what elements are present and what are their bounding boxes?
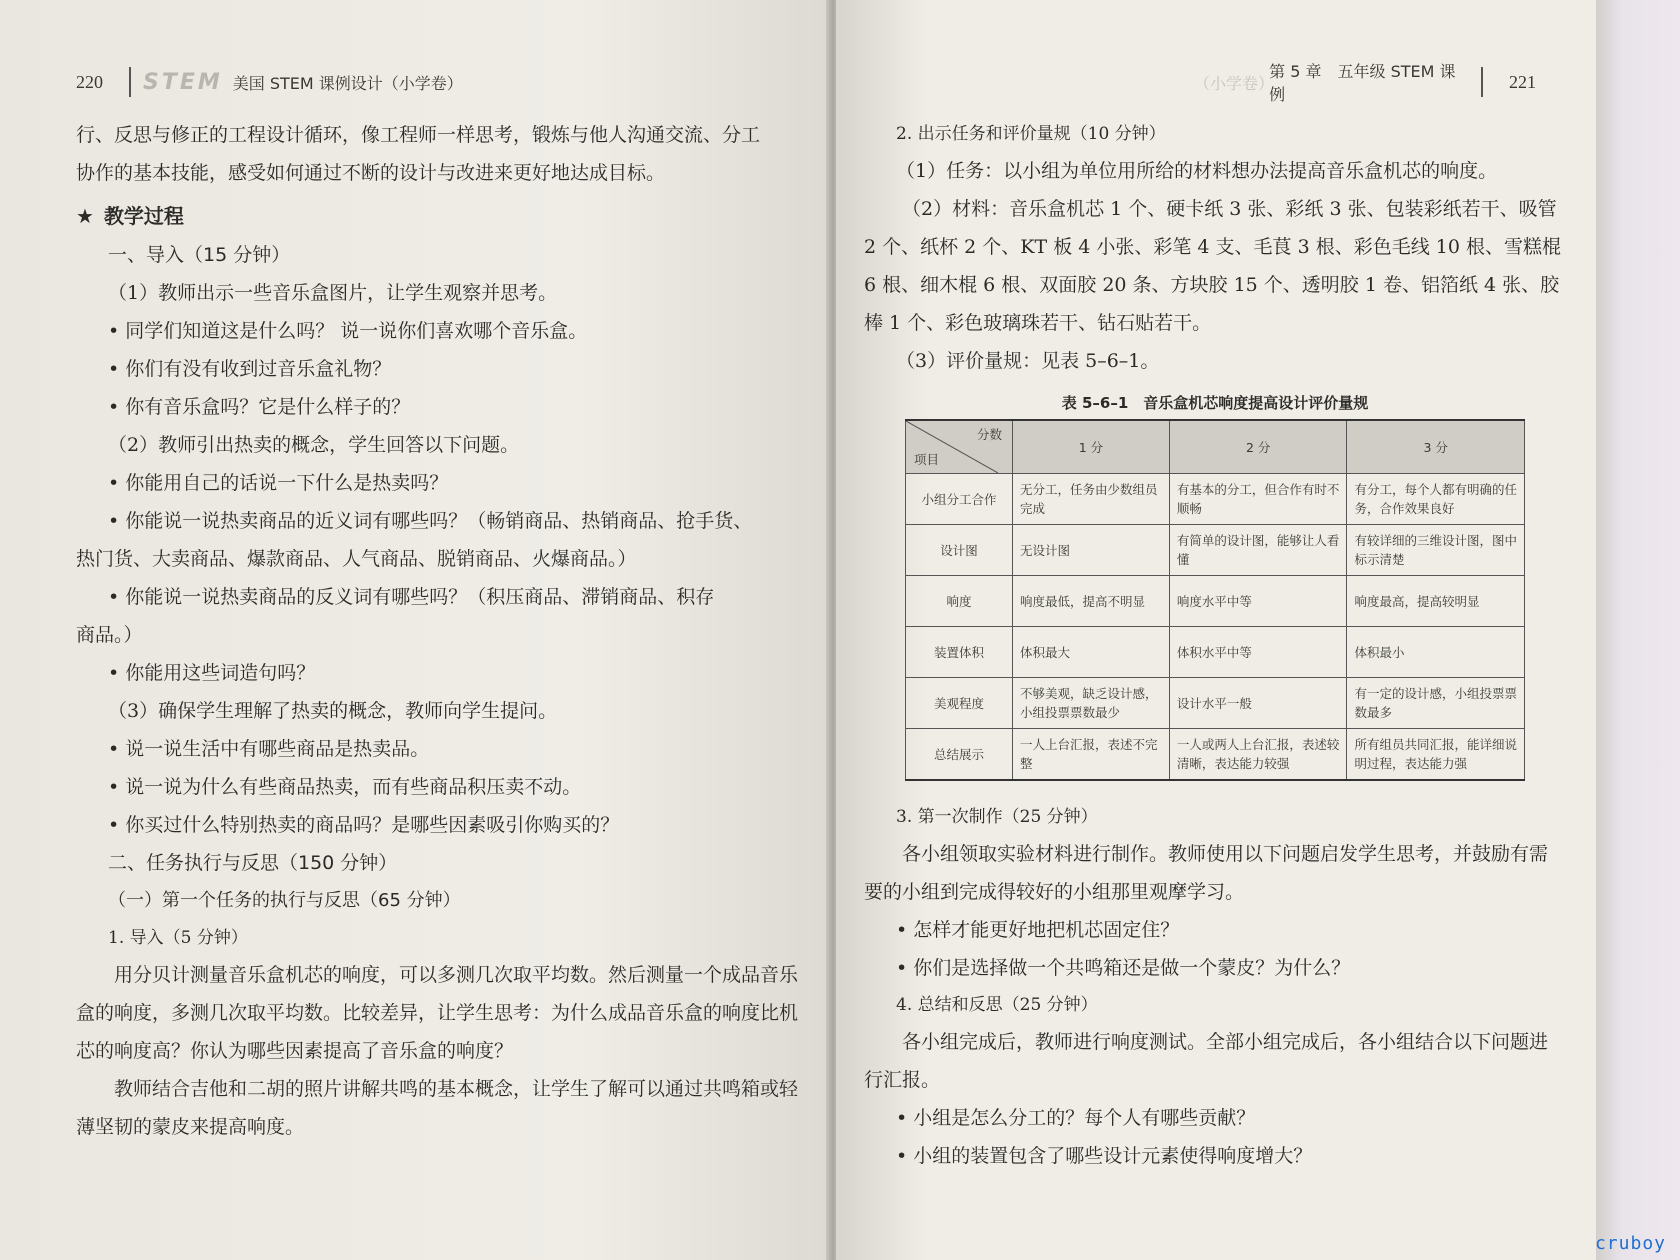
- right-page: [836, 0, 1596, 1260]
- stem-logo: STEM: [143, 69, 223, 95]
- table-row: [906, 576, 1525, 627]
- column-header: 1 分: [1013, 420, 1170, 474]
- star-icon: ★: [76, 204, 94, 228]
- chapter-title: 第 5 章 五年级 STEM 课例: [1269, 62, 1456, 104]
- watermark: cruboy: [1594, 1233, 1666, 1254]
- row-label: 设计图: [906, 525, 1013, 576]
- summary-heading: 4. 总结和反思（25 分钟）: [896, 995, 1098, 1015]
- table-row: [906, 627, 1525, 678]
- table-caption: 表 5–6–1 音乐盒机芯响度提高设计评价量规: [1061, 394, 1369, 412]
- list-item: • 说一说为什么有些商品热卖，而有些商品积压卖不动。: [108, 776, 582, 798]
- list-item: • 你能用自己的话说一下什么是热卖吗？: [108, 472, 449, 494]
- list-item: • 你买过什么特别热卖的商品吗？是哪些因素吸引你购买的？: [108, 814, 620, 836]
- table-cell: 响度最高，提高较明显: [1347, 576, 1525, 627]
- row-label: 响度: [906, 576, 1013, 627]
- intro-paragraph-line: 协作的基本技能，感受如何通过不断的设计与改进来更好地达成目标。: [76, 162, 666, 184]
- corner-top-label: 分数: [976, 427, 1002, 442]
- intro-paragraph-line: 行、反思与修正的工程设计循环，像工程师一样思考，锻炼与他人沟通交流、分工: [76, 124, 761, 146]
- table-row: [906, 525, 1525, 576]
- table-row: [906, 474, 1525, 525]
- table-row: [906, 729, 1525, 781]
- corner-bottom-label: 项目: [914, 452, 940, 467]
- make-heading: 3. 第一次制作（25 分钟）: [896, 807, 1098, 827]
- right-page-header: [864, 62, 1566, 102]
- list-item: • 小组的装置包含了哪些设计元素使得响度增大？: [896, 1145, 1313, 1167]
- sub-intro-heading: 1. 导入（5 分钟）: [108, 928, 248, 948]
- table-cell: 一人上台汇报，表述不完整: [1013, 729, 1170, 781]
- table-row: [906, 678, 1525, 729]
- list-item: • 你们是选择做一个共鸣箱还是做一个蒙皮？为什么？: [896, 957, 1351, 979]
- list-item: （2）教师引出热卖的概念，学生回答以下问题。: [108, 434, 520, 456]
- table-cell: 无设计图: [1013, 525, 1170, 576]
- list-item: （1）教师出示一些音乐盒图片，让学生观察并思考。: [108, 282, 558, 304]
- table-cell: 响度水平中等: [1169, 576, 1347, 627]
- book-title: 美国 STEM 课例设计（小学卷）: [232, 73, 463, 93]
- table-cell: 一人或两人上台汇报，表述较清晰，表达能力较强: [1169, 729, 1347, 781]
- table-cell: 体积最大: [1013, 627, 1170, 678]
- list-item: • 你能说一说热卖商品的反义词有哪些吗？（积压商品、滞销商品、积存: [108, 586, 715, 608]
- rubric-table: [905, 419, 1525, 781]
- background-edge: [1585, 0, 1680, 1260]
- section-heading-text: 教学过程: [103, 204, 184, 228]
- column-header: 2 分: [1169, 420, 1347, 474]
- task-line: （1）任务：以小组为单位用所给的材料想办法提高音乐盒机芯的响度。: [896, 160, 1498, 182]
- section-heading: [76, 196, 798, 236]
- measure-paragraph: 用分贝计测量音乐盒机芯的响度，可以多测几次取平均数。然后测量一个成品音乐盒的响度，多测几次取平均数。比较差异，让学生思考：为什么成品音乐盒的响度比机芯的响度高？你认为哪些因素提高了音乐盒的响度？: [76, 964, 799, 1062]
- table-cell: 有基本的分工，但合作有时不顺畅: [1169, 474, 1347, 525]
- left-page-number: 220: [76, 71, 103, 92]
- list-item: • 说一说生活中有哪些商品是热卖品。: [108, 738, 430, 760]
- column-header: 3 分: [1347, 420, 1525, 474]
- table-cell: 响度最低，提高不明显: [1013, 576, 1170, 627]
- row-label: 美观程度: [906, 678, 1013, 729]
- table-cell: 有一定的设计感，小组投票票数最多: [1347, 678, 1525, 729]
- first-task-heading: （一）第一个任务的执行与反思（65 分钟）: [108, 890, 461, 911]
- table-header-row: [906, 420, 1525, 474]
- left-page-header: [76, 62, 798, 102]
- table-cell: 有分工，每个人都有明确的任务，合作效果良好: [1347, 474, 1525, 525]
- list-item: （3）确保学生理解了热卖的概念，教师向学生提问。: [108, 700, 558, 722]
- materials-line: （2）材料：音乐盒机芯 1 个、硬卡纸 3 张、彩纸 3 张、包装彩纸若干、吸管 2 个、纸杯 2 个、KT 板 4 小张、彩笔 4 支、毛茛 3 根、彩色毛线 10 根、雪糕棍 6 根、细木棍 6 根、双面胶 20 条、方块胶 15 个、透明胶 1 卷、铝箔纸 4 张、胶棒 1 个、彩色玻璃珠若干、钻石贴若干。: [864, 198, 1561, 334]
- list-item: • 你能说一说热卖商品的近义词有哪些吗？（畅销商品、热销商品、抢手货、: [108, 510, 753, 532]
- resonance-paragraph: 教师结合吉他和二胡的照片讲解共鸣的基本概念，让学生了解可以通过共鸣箱或轻薄坚韧的蒙皮来提高响度。: [76, 1078, 799, 1138]
- table-cell: 有较详细的三维设计图，图中标示清楚: [1347, 525, 1525, 576]
- list-item: • 你们有没有收到过音乐盒礼物？: [108, 358, 392, 380]
- list-item: • 小组是怎么分工的？每个人有哪些贡献？: [896, 1107, 1256, 1129]
- table-cell: 所有组员共同汇报，能详细说明过程，表达能力强: [1347, 729, 1525, 781]
- list-item: • 同学们知道这是什么吗？ 说一说你们喜欢哪个音乐盒。: [108, 320, 588, 342]
- corner-cell: [906, 420, 1013, 474]
- make-paragraph: 各小组领取实验材料进行制作。教师使用以下问题启发学生思考，并鼓励有需要的小组到完成得较好的小组那里观摩学习。: [864, 843, 1549, 903]
- list-item: • 你能用这些词造句吗？: [108, 662, 316, 684]
- row-label: 总结展示: [906, 729, 1013, 781]
- list-item: • 你有音乐盒吗？它是什么样子的？: [108, 396, 411, 418]
- list-item: • 怎样才能更好地把机芯固定住？: [896, 919, 1180, 941]
- list-item-continuation: 热门货、大卖商品、爆款商品、人气商品、脱销商品、火爆商品。）: [76, 548, 637, 570]
- rubric-line: （3）评价量规：见表 5–6–1。: [896, 350, 1160, 372]
- table-cell: 体积水平中等: [1169, 627, 1347, 678]
- left-page: [0, 0, 830, 1260]
- row-label: 装置体积: [906, 627, 1013, 678]
- table-cell: 设计水平一般: [1169, 678, 1347, 729]
- list-item-continuation: 商品。）: [76, 624, 143, 646]
- table-cell: 无分工，任务由少数组员完成: [1013, 474, 1170, 525]
- table-cell: 不够美观，缺乏设计感，小组投票票数最少: [1013, 678, 1170, 729]
- header-divider: [129, 67, 131, 97]
- task2-heading: 2. 出示任务和评价量规（10 分钟）: [896, 124, 1166, 144]
- table-cell: 有简单的设计图，能够让人看懂: [1169, 525, 1347, 576]
- row-label: 小组分工合作: [906, 474, 1013, 525]
- summary-paragraph: 各小组完成后，教师进行响度测试。全部小组完成后，各小组结合以下问题进行汇报。: [864, 1031, 1549, 1091]
- header-divider: [1481, 67, 1483, 97]
- task-heading: 二、任务执行与反思（150 分钟）: [108, 852, 398, 874]
- intro-heading: 一、导入（15 分钟）: [108, 244, 291, 266]
- table-cell: 体积最小: [1347, 627, 1525, 678]
- faded-header-text: （小学卷）: [1194, 73, 1275, 93]
- right-page-number: 221: [1509, 71, 1536, 92]
